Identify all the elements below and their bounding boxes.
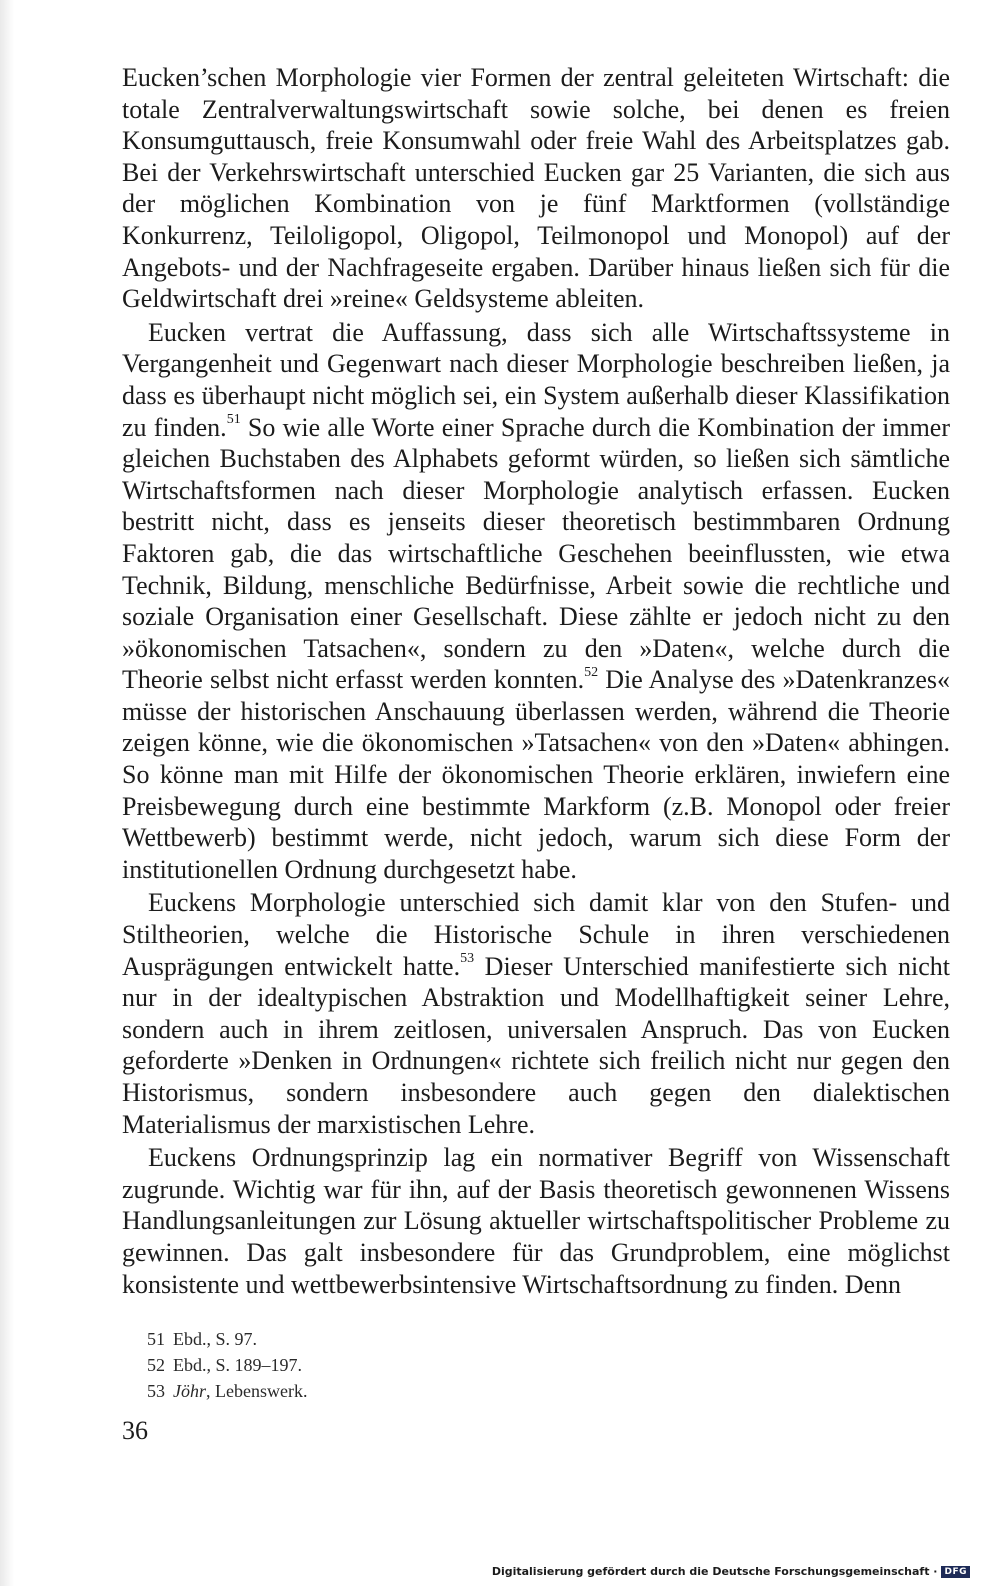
footnote-author: Jöhr [173, 1381, 206, 1401]
paragraph-text: So wie alle Worte einer Sprache durch die Kombination der immer gleichen Buchstaben des Alphabets geformt würden, so ließen sich sämtliche Wirtschaftsformen nach dieser Morphologie analytisch erfassen. Eucken bestritt nicht, dass es jenseits dieser theoretisch bestimmbaren Ordnung Faktoren gab, die das wirtschaftliche Geschehen beeinflussten, wie etwa Technik, Bildung, menschliche Bedürfnisse, Arbeit sowie die rechtliche und soziale Organisation einer Gesellschaft. Diese zählte er jedoch nicht zu den »ökonomischen Tatsachen«, sondern zu den »Daten«, welche durch die Theorie selbst nicht erfasst werden konnten. [122, 412, 950, 695]
funding-text: Digitalisierung gefördert durch die Deutsche Forschungsgemeinschaft · [491, 1565, 938, 1578]
paragraph [122, 317, 950, 886]
paragraph-text: Euckens Morphologie unterschied sich damit klar von den Stufen- und Stiltheorien, welche die Historische Schule in ihren verschiedenen Ausprägungen entwickelt hatte. [122, 888, 950, 981]
paragraph [122, 887, 950, 1140]
footnote-51 [147, 1326, 307, 1352]
paragraph [122, 1142, 950, 1300]
funding-notice [492, 1565, 970, 1578]
footnote-text: Ebd., S. 189–197. [173, 1355, 303, 1375]
paragraph-text: Eucken vertrat die Auffassung, dass sich alle Wirtschaftssysteme in Vergangenheit und Gegenwart nach dieser Morphologie beschreiben ließen, ja dass es überhaupt nicht möglich sei, ein System außerhalb dieser Klassifikation zu finden. [122, 317, 950, 442]
paragraph-text: Dieser Unterschied manifestierte sich nicht nur in der idealtypischen Abstraktion und Modellhaftigkeit seiner Lehre, sondern auch in ihrem zeitlosen, universalen Anspruch. Das von Eucken geforderte »Denken in Ordnungen« richtete sich freilich nicht nur gegen den Historismus, sondern insbesondere auch gegen den dialektischen Materialismus der marxistischen Lehre. [122, 951, 950, 1139]
footnotes [147, 1326, 307, 1404]
footnote-ref: 51 [226, 411, 241, 427]
paragraph-text: Die Analyse des »Datenkranzes« müsse der historischen Anschauung überlassen werden, während die Theorie zeigen könne, wie die ökonomischen »Tatsachen« von den »Daten« abhingen. So könne man mit Hilfe der ökonomischen Theorie erklären, inwiefern eine Preisbewegung durch eine bestimmte Markform (z.B. Monopol oder freier Wettbewerb) bestimmt werde, nicht jedoch, warum sich diese Form der institutionellen Ordnung durchgesetzt habe. [122, 665, 950, 884]
paragraph [122, 62, 950, 315]
page-edge-shadow [0, 0, 14, 1586]
footnote-ref: 52 [584, 664, 599, 680]
footnote-number: 53 [147, 1381, 165, 1401]
paragraph-text: Eucken’schen Morphologie vier Formen der zentral geleiteten Wirtschaft: die totale Zentralverwaltungswirtschaft sowie solche, bei denen es freien Konsumguttausch, freie Konsumwahl oder freie Wahl des Arbeitsplatzes gab. Bei der Verkehrswirtschaft unterschied Eucken gar 25 Varianten, die sich aus der möglichen Kombination von je fünf Marktformen (vollständige Konkurrenz, Teiloligopol, Oligopol, Teilmonopol und Monopol) auf der Angebots- und der Nachfrageseite ergaben. Darüber hinaus ließen sich für die Geldwirtschaft drei »reine« Geldsysteme ableiten. [122, 63, 950, 314]
footnote-number: 52 [147, 1355, 165, 1375]
page-number: 36 [122, 1416, 148, 1445]
paragraph-text: Euckens Ordnungsprinzip lag ein normativer Begriff von Wissenschaft zugrunde. Wichtig war für ihn, auf der Basis theoretisch gewonnenen Wissens Handlungsanleitungen zur Lösung aktueller wirtschaftspolitischer Probleme zu gewinnen. Das galt insbesondere für das Grundproblem, eine möglichst konsistente und wettbewerbsintensive Wirtschaftsordnung zu finden. Denn [122, 1143, 950, 1299]
footnote-text: , Lebenswerk. [206, 1381, 308, 1401]
body-text [122, 62, 950, 1300]
footnote-ref: 53 [460, 950, 475, 966]
footnote-53 [147, 1378, 307, 1404]
dfg-logo: DFG [941, 1566, 970, 1578]
footnote-text: Ebd., S. 97. [173, 1329, 258, 1349]
footnote-52 [147, 1352, 307, 1378]
footnote-number: 51 [147, 1329, 165, 1349]
